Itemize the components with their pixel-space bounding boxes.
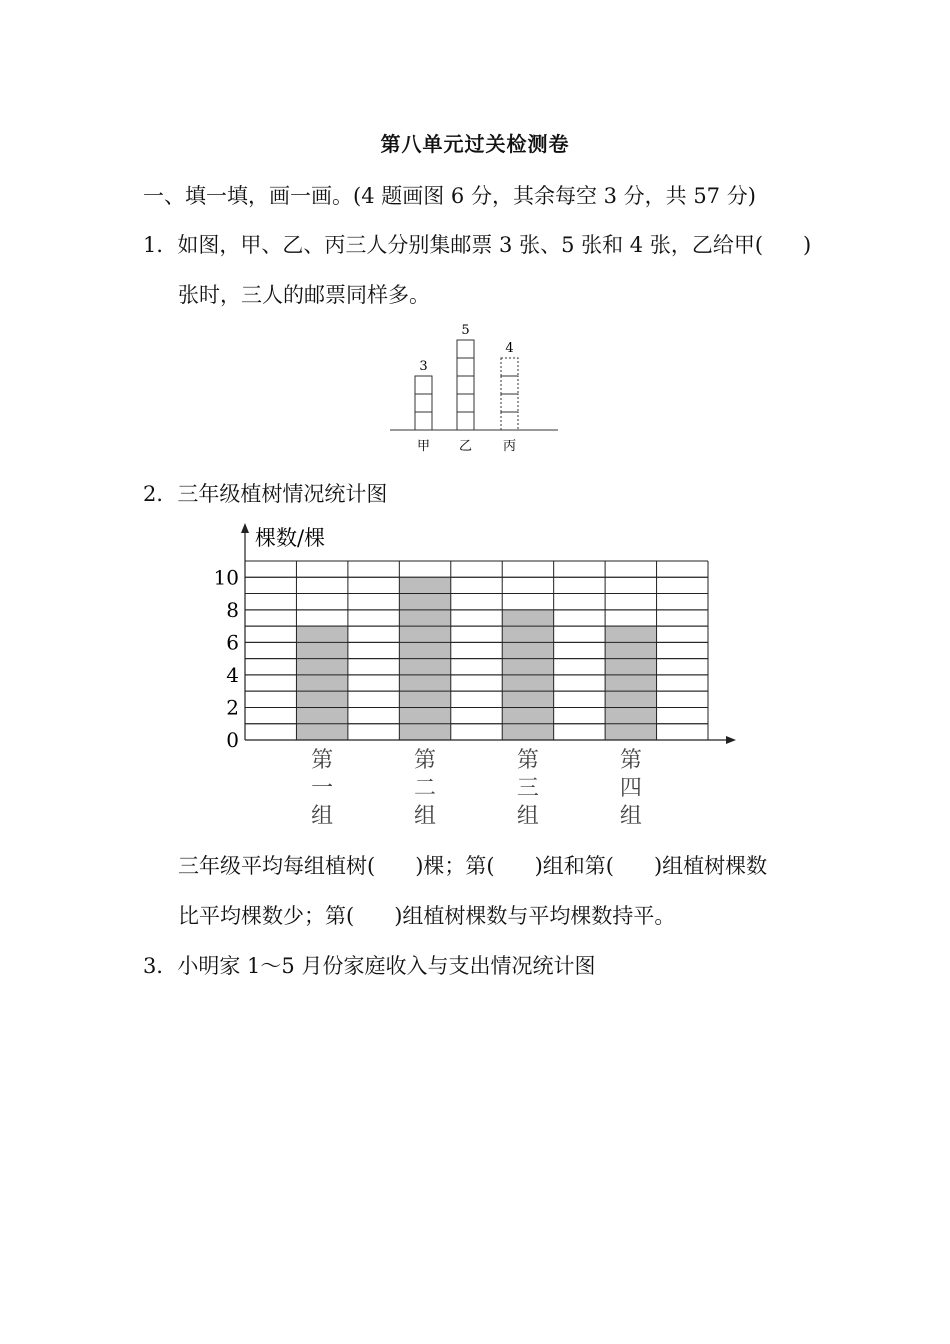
stamp-stack-1: [415, 359, 432, 454]
x-category-glyph: 组: [516, 804, 539, 829]
stamp-person-label: 甲: [416, 439, 431, 454]
stamp-count-label: 3: [419, 359, 428, 374]
x-category-glyph: 第: [414, 748, 437, 773]
x-category-glyph: 二: [414, 776, 437, 801]
x-category-glyph: 一: [311, 776, 334, 801]
q1-line2: 张时，三人的邮票同样多。: [178, 283, 430, 307]
y-axis-arrow: [241, 523, 249, 533]
y-tick-label: 2: [226, 695, 239, 720]
x-category-glyph: 组: [311, 804, 334, 829]
q2-fill-line1: [178, 850, 767, 880]
x-category-glyph: 三: [516, 776, 539, 801]
stamp-count-label: 5: [461, 323, 470, 338]
q2-fill-text-b: )棵；第(: [415, 854, 495, 878]
q1-stamps-figure: [380, 318, 570, 458]
stamp-cell: [457, 340, 474, 358]
x-category-label: [620, 748, 642, 829]
stamp-person-label: 丙: [502, 439, 517, 454]
q3-chart-title: 小明家 1～5 月份家庭收入与支出情况统计图: [177, 954, 596, 978]
q2-number: 2．: [143, 482, 178, 506]
q2-fill-text-e: 比平均棵数少；第(: [178, 904, 355, 928]
stamp-cell: [415, 376, 432, 394]
y-tick-label: 6: [226, 630, 239, 655]
stamp-cell: [415, 412, 432, 430]
y-tick-label: 8: [226, 597, 239, 622]
stamp-cell: [501, 358, 518, 376]
x-axis-arrow: [726, 736, 736, 744]
q2-fill-text-f: )组植树棵数与平均棵数持平。: [394, 904, 676, 928]
q1-line1: [143, 229, 811, 259]
x-category-glyph: 组: [619, 804, 642, 829]
stamp-stack-2: [457, 323, 474, 454]
x-category-glyph: 四: [619, 776, 642, 801]
x-category-glyph: 第: [619, 748, 642, 773]
x-category-label: [517, 748, 539, 829]
y-axis-label: 棵数/棵: [255, 526, 326, 550]
stamp-cell: [457, 358, 474, 376]
x-category-glyph: 第: [311, 748, 334, 773]
y-tick-label: 0: [226, 728, 239, 752]
stamp-cell: [501, 412, 518, 430]
x-category-label: [414, 748, 436, 829]
stamp-cell: [457, 412, 474, 430]
x-category-glyph: 组: [414, 804, 437, 829]
q2-fill-text-d: )组植树棵数: [653, 854, 768, 878]
q3-number: 3．: [143, 954, 178, 978]
q2-fill-text-a: 三年级平均每组植树(: [178, 854, 376, 878]
bar-4: [605, 626, 656, 740]
q2-chart-title: 三年级植树情况统计图: [177, 482, 388, 506]
q2-bar-chart: [200, 515, 745, 835]
stamp-cell: [501, 394, 518, 412]
stamp-stack-3: [501, 341, 518, 454]
page-title: 第八单元过关检测卷: [380, 132, 570, 156]
q1-number: 1．: [143, 233, 178, 257]
stamp-cell: [457, 394, 474, 412]
y-tick-label: 4: [226, 662, 239, 687]
stamp-cell: [501, 376, 518, 394]
q2-fill-text-c: )组和第(: [534, 854, 614, 878]
y-tick-label: 10: [213, 565, 239, 590]
q3-heading: [143, 950, 595, 980]
x-category-glyph: 第: [516, 748, 539, 773]
stamp-person-label: 乙: [458, 439, 473, 454]
q1-text-part1: 如图，甲、乙、丙三人分别集邮票 3 张、5 张和 4 张，乙给甲(: [177, 233, 764, 257]
q2-fill-line2: [178, 900, 675, 930]
q1-text-close: ): [803, 233, 812, 257]
stamp-count-label: 4: [505, 341, 514, 356]
q2-heading: [143, 478, 387, 508]
stamp-cell: [415, 394, 432, 412]
bar-1: [296, 626, 347, 740]
x-category-label: [311, 748, 333, 829]
section-heading: 一、填一填，画一画。(4 题画图 6 分，其余每空 3 分，共 57 分): [143, 184, 756, 208]
stamp-cell: [457, 376, 474, 394]
